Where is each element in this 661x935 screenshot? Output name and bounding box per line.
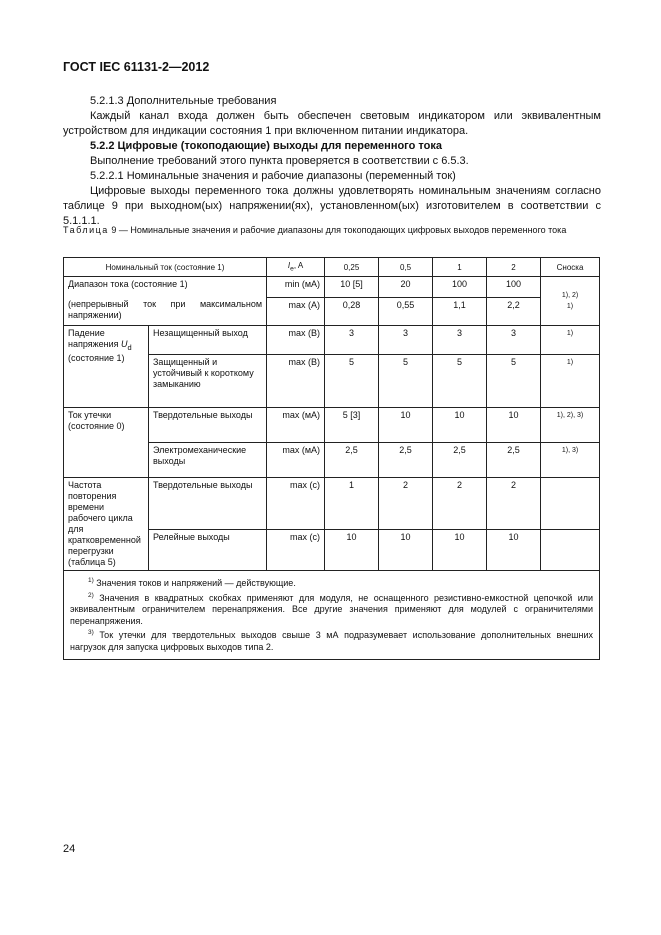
table-cell: 10 xyxy=(487,529,541,570)
leakage-em-footnote: 1), 3) xyxy=(541,443,600,478)
table-cell: 1,1 xyxy=(433,297,487,326)
table-cell: 5 xyxy=(325,355,379,408)
table-row xyxy=(64,478,600,530)
freq-solid-unit: max (c) xyxy=(267,478,325,530)
table-cell: 2,5 xyxy=(487,443,541,478)
footnote-1: $^{1)}$ Значения токов и напряжений — действующие. xyxy=(88,577,296,588)
table-cell: 100 xyxy=(487,277,541,298)
table-cell: 2,5 xyxy=(325,443,379,478)
table-cell: 10 xyxy=(433,529,487,570)
freq-solid-state-label: Твердотельные выходы xyxy=(149,478,267,530)
table-cell: 5 [3] xyxy=(325,408,379,443)
table-cell: 3 xyxy=(487,326,541,355)
table-cell xyxy=(541,529,600,570)
leakage-em-unit: max (мА) xyxy=(267,443,325,478)
paragraph-verification: Выполнение требований этого пункта проверяется в соответствии с 6.5.3. xyxy=(90,155,469,167)
paragraph-indicator: Каждый канал входа должен быть обеспечен световым индикатором или эквивалентным устройством для индикации состояния 1 при включенном питании индикатора. xyxy=(63,110,601,137)
table-cell: 10 xyxy=(379,408,433,443)
table-row xyxy=(64,326,600,355)
footnote-3: $^{3)}$ Ток утечки для твердотельных выходов свыше 3 мА подразумевает использование дополнительных внешних нагрузок для запуска цифровых выходов типа 2. xyxy=(70,629,593,652)
table-row xyxy=(64,277,600,298)
table-cell: 0,28 xyxy=(325,297,379,326)
paragraph-5-2-1-3: 5.2.1.3 Дополнительные требования xyxy=(90,95,277,107)
table-notes xyxy=(64,571,600,660)
table-cell: 10 xyxy=(325,529,379,570)
range-min-unit: min (мА) xyxy=(267,277,325,298)
section-5-2-2-title: 5.2.2 Цифровые (токоподающие) выходы для переменного тока xyxy=(90,140,442,152)
table-notes-row xyxy=(64,571,600,660)
voltage-drop-label: Падение напряжения $U_d$ (состояние 1) xyxy=(64,326,149,408)
header-1: 1 xyxy=(433,258,487,277)
freq-relay-label: Релейные выходы xyxy=(149,529,267,570)
table-cell: 10 xyxy=(433,408,487,443)
protected-footnote: 1) xyxy=(541,355,600,408)
paragraph-ratings: Цифровые выходы переменного тока должны удовлетворять номинальным значениям согласно таблице 9 при выходном(ых) напряжении(ях), установленном(ых) изготовителем в соответствии с 5.1.1.1. xyxy=(63,185,601,227)
header-2: 2 xyxy=(487,258,541,277)
table-cell: 1 xyxy=(325,478,379,530)
repetition-frequency-label: Частота повторения времени рабочего цикла для кратковременной перегрузки (таблица 5) xyxy=(64,478,149,571)
header-nominal: Номинальный ток (состояние 1) xyxy=(64,258,267,277)
table-cell: 2 xyxy=(379,478,433,530)
header-0-25: 0,25 xyxy=(325,258,379,277)
protected-output-label: Защищенный и устойчивый к короткому замыканию xyxy=(149,355,267,408)
leakage-solid-state-label: Твердотельные выходы xyxy=(149,408,267,443)
header-0-5: 0,5 xyxy=(379,258,433,277)
table-cell: 10 xyxy=(379,529,433,570)
table-cell: 2,2 xyxy=(487,297,541,326)
table-cell: 3 xyxy=(433,326,487,355)
leakage-current-label: Ток утечки (состояние 0) xyxy=(64,408,149,478)
table-cell: 20 xyxy=(379,277,433,298)
table-row xyxy=(64,408,600,443)
header-footnote: Сноска xyxy=(541,258,600,277)
table-cell: 10 xyxy=(487,408,541,443)
protected-unit: max (B) xyxy=(267,355,325,408)
table-cell: 2 xyxy=(487,478,541,530)
table-cell: 5 xyxy=(379,355,433,408)
table-cell: 3 xyxy=(379,326,433,355)
leakage-solid-footnote: 1), 2), 3) xyxy=(541,408,600,443)
table-cell: 2,5 xyxy=(433,443,487,478)
paragraph-5-2-2-1: 5.2.2.1 Номинальные значения и рабочие диапазоны (переменный ток) xyxy=(90,170,456,182)
header-ie: $I_e$, A xyxy=(267,258,325,277)
leakage-electromechanical-label: Электромеханические выходы xyxy=(149,443,267,478)
unprotected-unit: max (B) xyxy=(267,326,325,355)
range-label: Диапазон тока (состояние 1) xyxy=(64,277,267,298)
table-row xyxy=(64,297,600,326)
table-cell: 5 xyxy=(487,355,541,408)
table-cell: 0,55 xyxy=(379,297,433,326)
unprotected-footnote: 1) xyxy=(541,326,600,355)
table-header-row xyxy=(64,258,600,277)
table-cell: 2,5 xyxy=(379,443,433,478)
table-caption-text: 9 — Номинальные значения и рабочие диапазоны для токоподающих цифровых выходов переменного тока xyxy=(111,225,567,235)
table-9 xyxy=(63,257,600,660)
page-number: 24 xyxy=(63,843,76,855)
table-cell xyxy=(541,478,600,530)
table-caption xyxy=(63,225,603,237)
leakage-solid-unit: max (мА) xyxy=(267,408,325,443)
range-footnotes: 1), 2) 1) xyxy=(541,277,600,326)
table-cell: 5 xyxy=(433,355,487,408)
table-cell: 2 xyxy=(433,478,487,530)
freq-relay-unit: max (c) xyxy=(267,529,325,570)
table-caption-label: Таблица xyxy=(63,225,109,235)
table-cell: 3 xyxy=(325,326,379,355)
range-sublabel: (непрерывный ток при максимальном напряжении) xyxy=(64,297,267,326)
footnote-2: $^{2)}$ Значения в квадратных скобках применяют для модуля, не оснащенного резистивно-емкостной цепочкой или эквивалентным ограничителем перенапряжения. Все другие значения применяют для модулей с ограничителями перенапряжения. xyxy=(70,591,594,626)
range-max-unit: max (A) xyxy=(267,297,325,326)
document-header: ГОСТ IEC 61131-2—2012 xyxy=(63,60,210,74)
table-cell: 10 [5] xyxy=(325,277,379,298)
table-cell: 100 xyxy=(433,277,487,298)
unprotected-output-label: Незащищенный выход xyxy=(149,326,267,355)
